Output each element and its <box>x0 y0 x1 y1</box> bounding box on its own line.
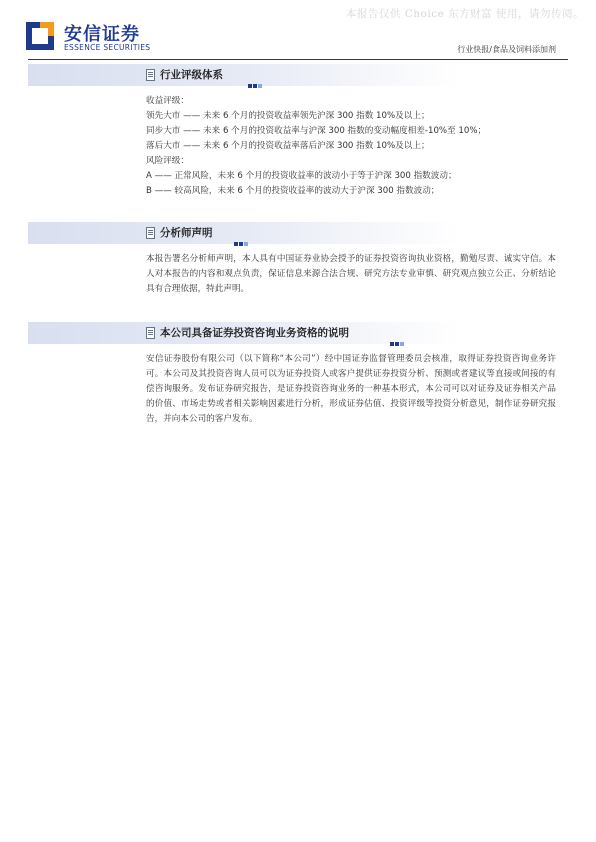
document-icon <box>146 69 155 81</box>
decorative-dots-icon <box>248 73 263 77</box>
text-line: 落后大市 —— 未来 6 个月的投资收益率落后沪深 300 指数 10%及以上； <box>146 141 430 151</box>
logo-name-cn: 安信证券 <box>64 24 140 45</box>
text-line: 同步大市 —— 未来 6 个月的投资收益率与沪深 300 指数的变动幅度相差-10%至 10%； <box>146 126 487 136</box>
analyst-statement-body <box>146 252 556 297</box>
section-header-qualification <box>28 322 568 344</box>
rating-system-body <box>146 94 556 199</box>
paragraph: 本报告署名分析师声明，本人具有中国证券业协会授予的证券投资咨询执业资格，勤勉尽责、诚实守信。本人对本报告的内容和观点负责，保证信息来源合法合规、研究方法专业审慎、研究观点独立公正、分析结论具有合理依据，特此声明。 <box>146 254 556 294</box>
text-line: 风险评级： <box>146 156 189 166</box>
text-line: A —— 正常风险，未来 6 个月的投资收益率的波动小于等于沪深 300 指数波动； <box>146 171 457 181</box>
section-header-analyst-statement <box>28 222 568 244</box>
text-line: 领先大市 —— 未来 6 个月的投资收益率领先沪深 300 指数 10%及以上； <box>146 111 430 121</box>
decorative-dots-icon <box>390 331 405 335</box>
document-icon <box>146 227 155 239</box>
header-divider <box>28 59 568 60</box>
text-line: 收益评级： <box>146 96 189 106</box>
qualification-body <box>146 352 556 427</box>
paragraph: 安信证券股份有限公司（以下简称“本公司”）经中国证券监督管理委员会核准，取得证券投资咨询业务许可。本公司及其投资咨询人员可以为证券投资人或客户提供证券投资分析、预测或者建议等直接或间接的有偿咨询服务。发布证券研究报告，是证券投资咨询业务的一种基本形式，本公司可以对证券及证券相关产品的价值、市场走势或者相关影响因素进行分析，形成证券估值、投资评级等投资分析意见，制作证券研究报告，并向本公司的客户发布。 <box>146 354 556 424</box>
company-logo <box>26 20 166 56</box>
document-icon <box>146 327 155 339</box>
section-title: 本公司具备证券投资咨询业务资格的说明 <box>160 327 349 339</box>
decorative-dots-icon <box>234 231 249 235</box>
section-header-rating-system <box>28 64 568 86</box>
watermark-text: 本报告仅供 Choice 东方财富 使用，请勿传阅。 <box>345 8 584 20</box>
section-title: 分析师声明 <box>160 227 213 239</box>
logo-mark-icon <box>26 22 54 50</box>
text-line: B —— 较高风险，未来 6 个月的投资收益率的波动大于沪深 300 指数波动； <box>146 186 440 196</box>
logo-name-en: ESSENCE SECURITIES <box>64 43 151 52</box>
section-title: 行业评级体系 <box>160 69 223 81</box>
report-type: 行业快报/食品及饲料添加剂 <box>457 45 556 54</box>
